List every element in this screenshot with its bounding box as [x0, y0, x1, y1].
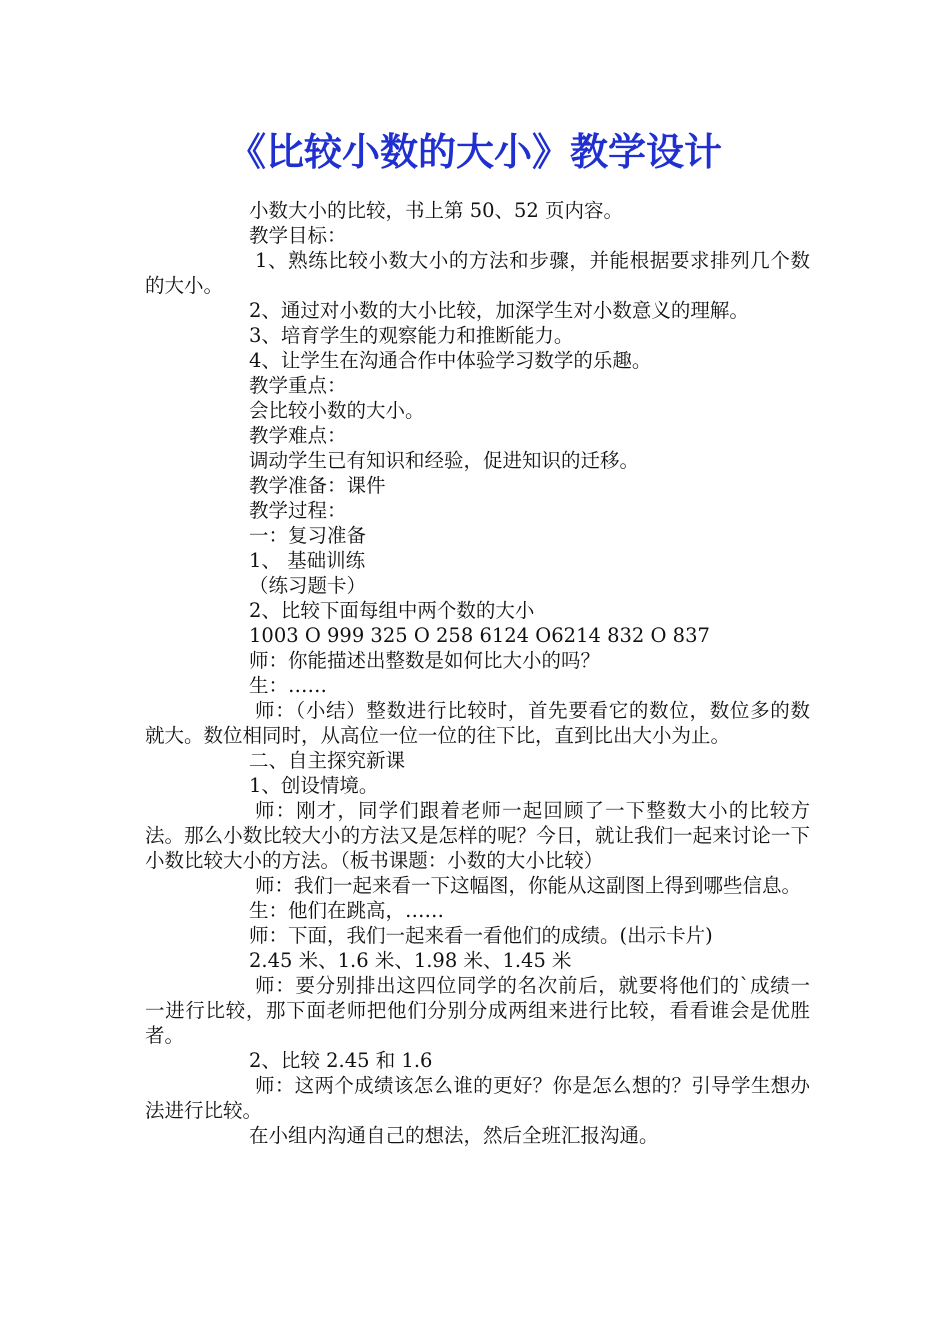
- student-answer: 生：……: [249, 674, 328, 697]
- objective-3: 3、培育学生的观察能力和推断能力。: [249, 324, 574, 347]
- teacher-question-integers: 师：你能描述出整数是如何比大小的吗？: [249, 649, 601, 672]
- objective-4: 4、让学生在沟通合作中体验学习数学的乐趣。: [249, 349, 652, 372]
- key-point-text: 会比较小数的大小。: [249, 399, 425, 422]
- compare-instruction: 2、比较下面每组中两个数的大小: [249, 599, 535, 622]
- difficulty-text: 调动学生已有知识和经验，促进知识的迁移。: [249, 449, 640, 472]
- compare-245-16: 2、比较 2.45 和 1.6: [249, 1049, 433, 1072]
- teacher-scores: 师：下面，我们一起来看一看他们的成绩。(出示卡片): [249, 924, 713, 947]
- heading-process: 教学过程：: [249, 499, 347, 522]
- group-discussion: 在小组内沟通自己的想法，然后全班汇报沟通。: [249, 1124, 659, 1147]
- section-review: 一：复习准备: [249, 524, 367, 547]
- teacher-ranking: 师：要分别排出这四位同学的名次前后，就要将他们的`成绩一一进行比较，那下面老师把他们分别分成两组来进行比较，看看谁会是优胜者。: [145, 974, 810, 1047]
- teacher-summary: 师：（小结）整数进行比较时，首先要看它的数位，数位多的数就大。数位相同时，从高位一位一位的往下比，直到比出大小为止。: [145, 699, 810, 747]
- create-situation: 1、创设情境。: [249, 774, 379, 797]
- teacher-intro-decimals: 师：刚才，同学们跟着老师一起回顾了一下整数大小的比较方法。那么小数比较大小的方法又是怎样的呢？今日，就让我们一起来讨论一下小数比较大小的方法。（板书课题：小数的大小比较）: [145, 799, 810, 872]
- student-high-jump: 生：他们在跳高，……: [249, 899, 445, 922]
- document-title: 《比较小数的大小》教学设计: [227, 130, 722, 174]
- paragraph-intro: 小数大小的比较，书上第 50、52 页内容。: [249, 199, 624, 222]
- document-body: [145, 198, 810, 1148]
- exercise-card: （练习题卡）: [249, 574, 367, 597]
- objective-2: 2、通过对小数的大小比较，加深学生对小数意义的理解。: [249, 299, 749, 322]
- heading-difficulty: 教学难点：: [249, 424, 347, 447]
- heading-objectives: 教学目标：: [249, 224, 347, 247]
- compare-numbers: 1003 O 999 325 O 258 6124 O6214 832 O 837: [249, 624, 710, 647]
- basic-training: 1、 基础训练: [249, 549, 366, 572]
- teacher-guide: 师：这两个成绩该怎么谁的更好？你是怎么想的？引导学生想办法进行比较。: [145, 1074, 810, 1122]
- section-explore: 二、自主探究新课: [249, 749, 406, 772]
- objective-1: 1、熟练比较小数大小的方法和步骤，并能根据要求排列几个数的大小。: [145, 249, 810, 297]
- scores-list: 2.45 米、1.6 米、1.98 米、1.45 米: [249, 949, 572, 972]
- teacher-picture-question: 师：我们一起来看一下这幅图，你能从这副图上得到哪些信息。: [255, 874, 802, 897]
- preparation: 教学准备：课件: [249, 474, 386, 497]
- heading-key-point: 教学重点：: [249, 374, 347, 397]
